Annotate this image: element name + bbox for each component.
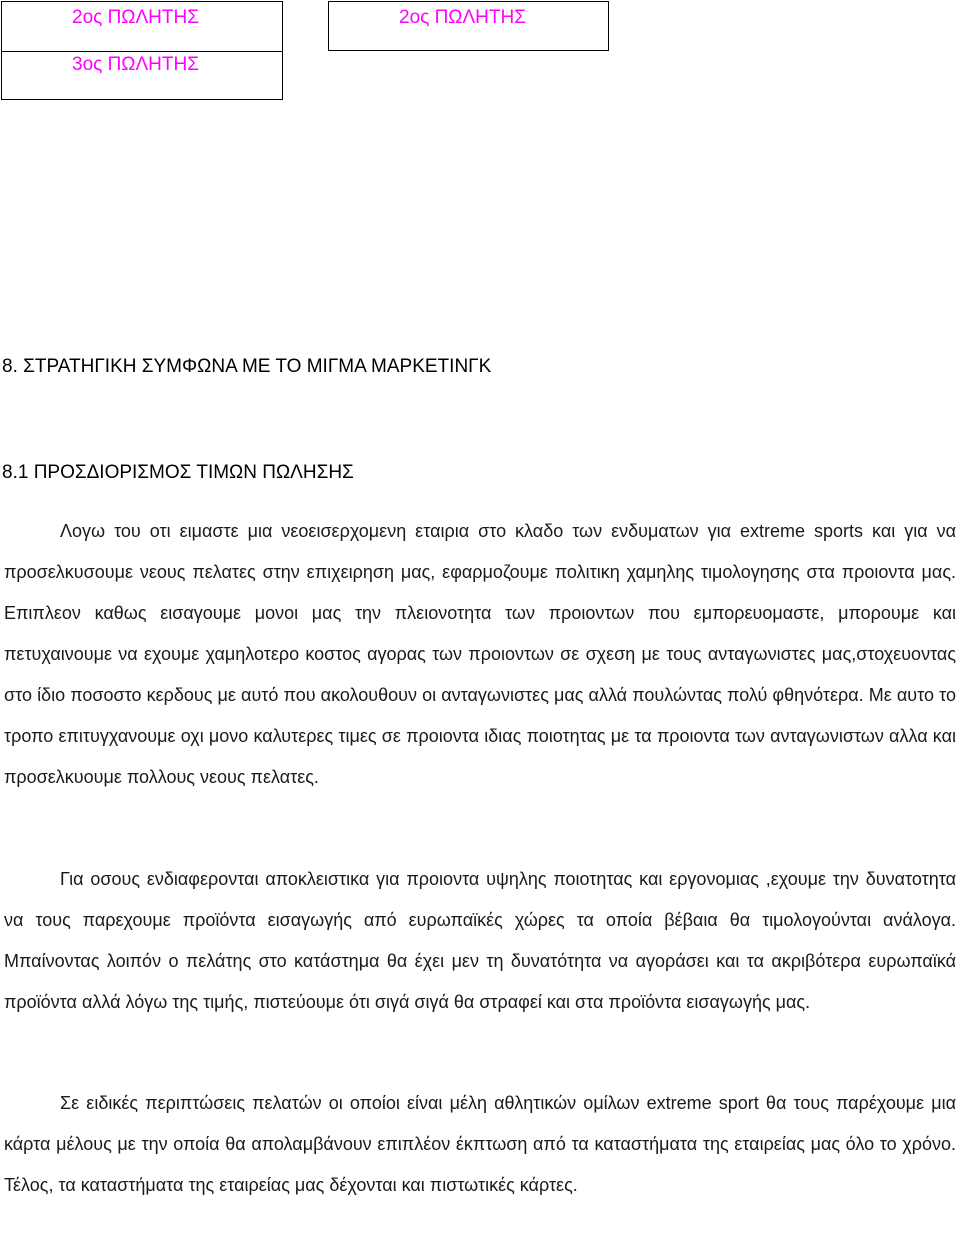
- seller-box-right: [328, 1, 609, 51]
- paragraph-membership-card: [4, 1083, 956, 1206]
- seller-label-2: 2ος ΠΩΛΗΤΗΣ: [72, 7, 199, 28]
- paragraph-text: Λογω του οτι ειμαστε μια νεοεισερχομενη εταιρια στο κλαδο των ενδυματων για extreme sports και για να προσελκυσουμε νεους πελατες στην επιχειρηση μας, εφαρμοζουμε πολιτικη χαμηλης τιμολογησης στα προιοντα μας. Επιπλεον καθως εισαγουμε μονοι μας την πλειονοτητα των προιοντων που εμπορευομαστε, μπορουμε και πετυχαινουμε να εχουμε χαμηλοτερο κοστος αγορας των προιοντων σε σχεση με τους ανταγωνιστες μας,στοχευοντας στο ίδιο ποσοστο κερδους με αυτό που ακολουθουν οι ανταγωνιστες μας αλλά πουλώντας πολύ φθηνότερα. Με αυτο το τροπο επιτυγχανουμε οχι μονο καλυτερες τιμες σε προιοντα ιδιας ποιοτητας με τα προιοντα των ανταγωνιστων αλλα και προσελκυουμε πολλους νεους πελατες.: [4, 521, 956, 787]
- paragraph-text: Για οσους ενδιαφερονται αποκλειστικα για προιοντα υψηλης ποιοτητας και εργονομιας ,εχουμε την δυνατοτητα να τους παρεχουμε προϊόντα εισαγωγής από ευρωπαϊκές χώρες τα οποία βέβαια θα τιμολογούνται ανάλογα. Μπαίνοντας λοιπόν ο πελάτης στο κατάστημα θα έχει μεν τη δυνατότητα να αγοράσει και τα ακριβότερα ευρωπαϊκά προϊόντα αλλά λόγω της τιμής, πιστεύουμε ότι σιγά σιγά θα στραφεί και στα προϊόντα εισαγωγής μας.: [4, 869, 956, 1012]
- seller-label-3: 3ος ΠΩΛΗΤΗΣ: [72, 54, 199, 75]
- seller-label-2-right: 2ος ΠΩΛΗΤΗΣ: [399, 7, 526, 28]
- box-divider: [2, 51, 282, 52]
- section-heading: 8. ΣΤΡΑΤΗΓΙΚΗ ΣΥΜΦΩΝΑ ΜΕ ΤΟ ΜΙΓΜΑ ΜΑΡΚΕΤΙΝΓΚ: [2, 356, 492, 377]
- paragraph-premium-products: [4, 859, 956, 1023]
- paragraph-pricing: [4, 511, 956, 798]
- seller-box-left: [1, 1, 283, 100]
- subsection-heading: 8.1 ΠΡΟΣΔΙΟΡΙΣΜΟΣ ΤΙΜΩΝ ΠΩΛΗΣΗΣ: [2, 462, 354, 483]
- paragraph-text: Σε ειδικές περιπτώσεις πελατών οι οποίοι είναι μέλη αθλητικών ομίλων extreme sport θα τους παρέχουμε μια κάρτα μέλους με την οποία θα απολαμβάνουν επιπλέον έκπτωση από τα καταστήματα της εταιρείας μας όλο το χρόνο. Τέλος, τα καταστήματα της εταιρείας μας δέχονται και πιστωτικές κάρτες.: [4, 1093, 956, 1195]
